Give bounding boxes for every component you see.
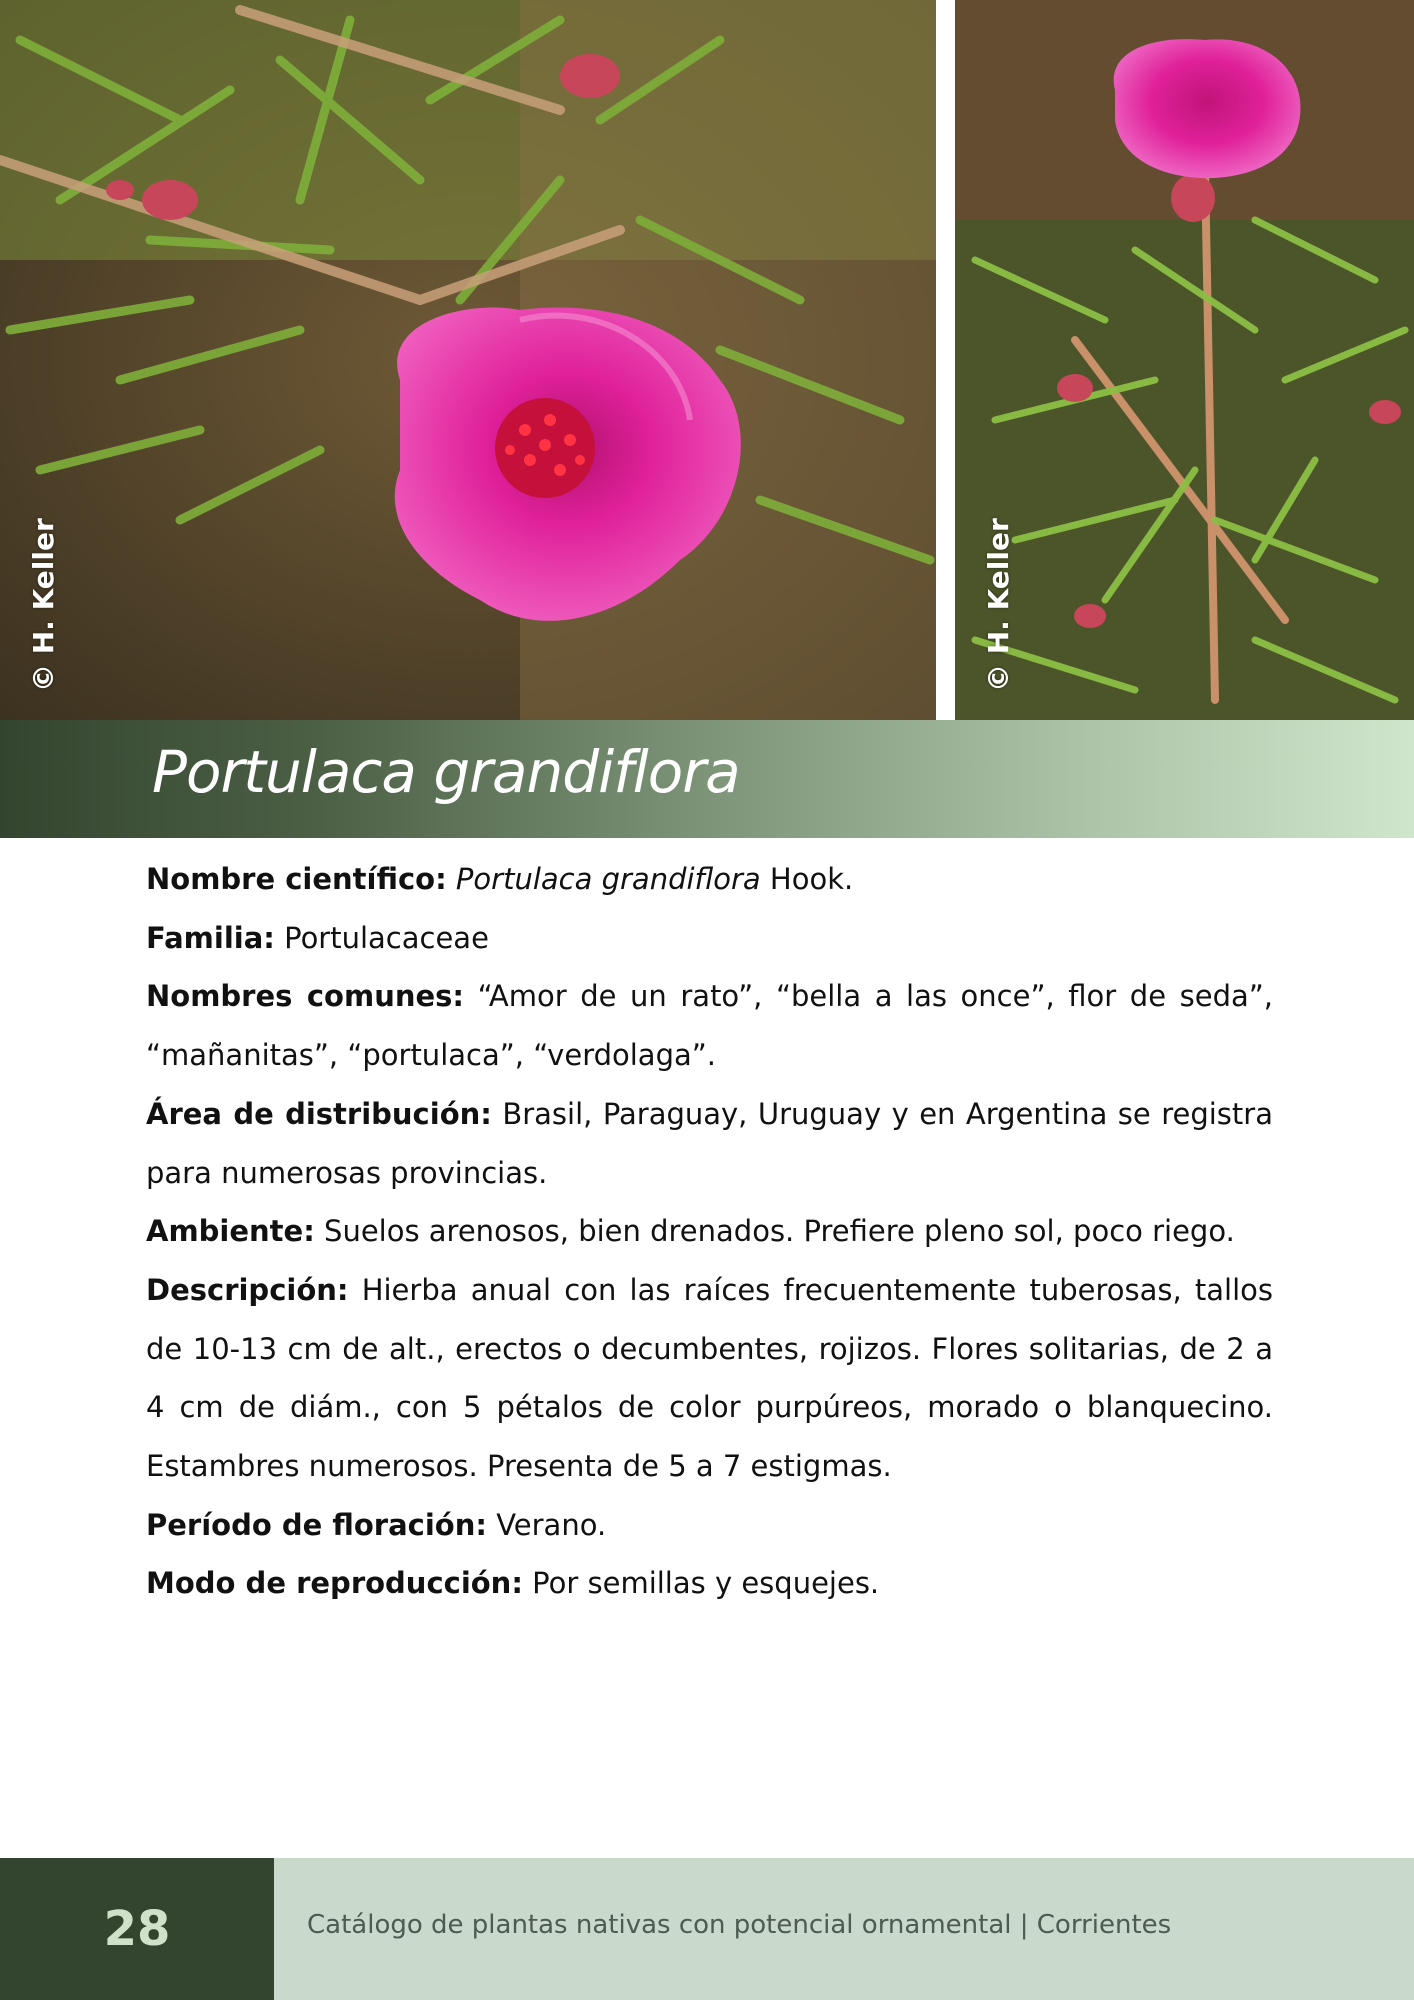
- distribution-label: Área de distribución:: [146, 1096, 492, 1131]
- family-label: Familia:: [146, 920, 275, 955]
- flowering-label: Período de floración:: [146, 1507, 487, 1542]
- flowering-value: Verano.: [486, 1507, 607, 1542]
- flower-closeup-image: [0, 0, 936, 720]
- scientific-name-label: Nombre científico:: [146, 862, 447, 896]
- flower-plant-image: [955, 0, 1414, 720]
- photo-credit: © H. Keller: [982, 518, 1015, 692]
- flower-plant-photo: [955, 0, 1414, 720]
- reproduction-value: Por semillas y esquejes.: [522, 1566, 880, 1601]
- description-value: Hierba anual con las raíces frecuentemente tuberosas, tallos de 10-13 cm de alt., erectos o decumbentes, rojizos. Flores solitarias, de 2 a 4 cm de diám., con 5 pétalos de color purpúreos, morado o blanquecino. Estambres numerosos. Presenta de 5 a 7 estigmas.: [146, 1272, 1273, 1484]
- page-number: 28: [0, 1858, 274, 2000]
- photo-credit: © H. Keller: [27, 518, 60, 692]
- distribution-entry: [146, 1085, 1273, 1202]
- photo-strip: [0, 0, 1414, 720]
- description-label: Descripción:: [146, 1272, 349, 1307]
- distribution-value: Brasil, Paraguay, Uruguay y en Argentina se registra para numerosas provincias.: [146, 1096, 1273, 1190]
- family-value: Portulacaceae: [274, 920, 489, 955]
- environment-value: Suelos arenosos, bien drenados. Prefiere pleno sol, poco riego.: [314, 1214, 1235, 1249]
- family-entry: [146, 909, 1273, 968]
- flower-closeup-photo: [0, 0, 936, 720]
- flowering-entry: [146, 1496, 1273, 1555]
- catalog-title: Catálogo de plantas nativas con potencial ornamental | Corrientes: [307, 1910, 1172, 1940]
- footer-bar: [274, 1858, 1414, 2000]
- common-names-label: Nombres comunes:: [146, 979, 465, 1014]
- environment-label: Ambiente:: [146, 1214, 315, 1249]
- scientific-name-entry: [146, 850, 1273, 909]
- reproduction-entry: [146, 1554, 1273, 1613]
- species-title: Portulaca grandiflora: [152, 738, 740, 806]
- species-description: [146, 850, 1273, 1613]
- environment-entry: [146, 1202, 1273, 1261]
- reproduction-label: Modo de reproducción:: [146, 1566, 523, 1601]
- common-names-entry: [146, 967, 1273, 1084]
- scientific-name-value: Portulaca grandiflora: [455, 862, 761, 896]
- scientific-name-author: Hook.: [760, 862, 854, 896]
- common-names-value: “Amor de un rato”, “bella a las once”, flor de seda”, “mañanitas”, “portulaca”, “verdolaga”.: [146, 979, 1273, 1073]
- species-title-band: [0, 720, 1414, 838]
- description-entry: [146, 1261, 1273, 1496]
